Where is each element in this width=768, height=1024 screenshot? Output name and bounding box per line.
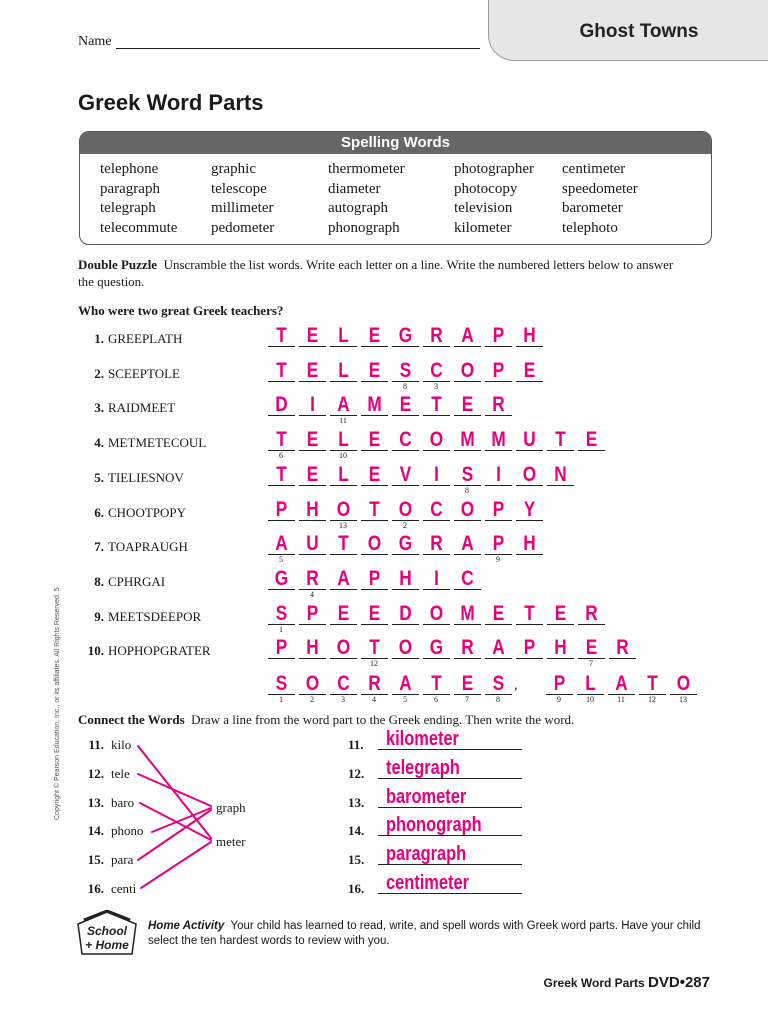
handwritten-letter: R [430, 324, 443, 347]
spelling-word: telephone [100, 161, 159, 177]
word-part-text: para [111, 852, 134, 868]
answer-letter-number: 2 [310, 695, 314, 704]
handwritten-letter: L [338, 462, 349, 486]
handwritten-letter: O [398, 636, 413, 660]
answer-number: 13. [348, 794, 365, 810]
handwritten-letter: T [369, 636, 380, 660]
handwritten-letter: G [398, 532, 413, 556]
answer-letter-number: 11 [617, 695, 625, 704]
puzzle-question: Who were two great Greek teachers? [78, 303, 284, 318]
handwritten-letter: N [554, 462, 567, 486]
answer-letter-number: 6 [434, 695, 438, 704]
handwritten-answer: barometer [386, 785, 467, 808]
handwritten-letter: E [337, 601, 350, 625]
handwritten-letter: O [305, 672, 320, 695]
spelling-word: thermometer [328, 161, 405, 177]
handwritten-letter: T [369, 497, 380, 521]
handwritten-letter: S [461, 462, 474, 486]
double-puzzle-label: Double Puzzle [78, 257, 158, 272]
handwritten-letter: U [523, 428, 536, 452]
answer-letter-number: 9 [557, 695, 561, 704]
word-part-text: baro [111, 794, 135, 810]
handwritten-letter: H [306, 497, 319, 521]
scrambled-word: CPHRGAI [108, 573, 166, 589]
word-part-number: 11. [88, 737, 104, 752]
spelling-word: telephoto [562, 219, 618, 236]
spelling-word: pedometer [211, 219, 275, 236]
handwritten-letter: P [553, 672, 566, 695]
greek-ending: graph [216, 800, 246, 815]
handwritten-letter: L [338, 428, 349, 452]
letter-index: 11 [339, 416, 347, 426]
handwritten-letter: P [523, 636, 536, 660]
handwritten-answer: telegraph [386, 756, 460, 779]
footer-page-number: DVD•287 [648, 974, 710, 991]
unit-title: Ghost Towns [579, 21, 699, 42]
answer-number: 15. [348, 852, 365, 868]
letter-index: 9 [496, 555, 500, 565]
handwritten-letter: A [337, 566, 350, 590]
handwritten-letter: M [460, 601, 475, 625]
school-home-logo [74, 910, 140, 956]
handwritten-letter: T [555, 428, 566, 452]
handwritten-letter: T [431, 393, 442, 417]
handwritten-letter: E [399, 393, 412, 417]
puzzle-item-number: 7. [94, 539, 104, 555]
word-part-text: centi [111, 881, 137, 896]
home-activity-label: Home Activity [148, 920, 225, 932]
word-part-number: 14. [87, 823, 104, 839]
scrambled-word: TOAPRAUGH [108, 539, 188, 555]
handwritten-letter: A [337, 393, 350, 417]
handwritten-letter: U [306, 532, 319, 556]
handwritten-letter: E [492, 601, 505, 625]
handwritten-letter: S [275, 601, 288, 625]
letter-index: 8 [403, 381, 407, 391]
handwritten-letter: T [276, 358, 287, 382]
spelling-word: photocopy [454, 180, 518, 197]
spelling-words-heading: Spelling Words [80, 132, 711, 154]
handwritten-letter: E [554, 601, 567, 625]
home-activity-text: Your child has learned to read, write, and spell words with Greek word parts. Have your child select the ten hardest words to review with you. [148, 920, 701, 947]
scrambled-word: GREEPLATH [108, 331, 183, 346]
handwritten-letter: G [429, 636, 444, 660]
answer-letter-number: 13 [679, 695, 687, 704]
handwritten-letter: E [368, 462, 381, 486]
handwritten-letter: T [338, 532, 349, 556]
letter-index: 2 [403, 520, 407, 530]
spelling-word: television [454, 200, 513, 216]
handwritten-letter: I [434, 462, 439, 486]
word-part-number: 13. [87, 794, 104, 810]
handwritten-letter: G [274, 566, 289, 590]
word-part-text: phono [111, 823, 144, 839]
answer-separator: , [514, 678, 518, 693]
spelling-word: centimeter [562, 161, 626, 177]
handwritten-letter: S [275, 672, 288, 695]
handwritten-letter: T [524, 601, 535, 625]
handwritten-letter: C [337, 672, 350, 695]
double-puzzle-text: Unscramble the list words. Write each letter on a line. Write the numbered letters below to answer the question. [78, 257, 674, 289]
page-title: Greek Word Parts [78, 90, 264, 115]
handwritten-letter: E [368, 358, 381, 382]
spelling-word: autograph [328, 200, 388, 216]
line-tele-graph [138, 774, 211, 806]
scrambled-word: TIELIESNOV [108, 469, 184, 485]
handwritten-letter: C [430, 497, 443, 521]
answer-letter-number: 10 [586, 695, 594, 704]
handwritten-letter: G [398, 324, 413, 347]
letter-index: 12 [370, 659, 378, 669]
handwritten-letter: E [306, 358, 319, 382]
spelling-word: kilometer [454, 219, 512, 236]
handwritten-letter: T [431, 672, 442, 695]
handwritten-letter: C [461, 566, 474, 590]
handwritten-letter: T [276, 428, 287, 452]
handwritten-letter: R [616, 636, 629, 660]
footer-title: Greek Word Parts [543, 976, 645, 990]
handwritten-letter: R [492, 393, 505, 417]
handwritten-letter: P [306, 601, 319, 625]
handwritten-letter: I [310, 393, 315, 417]
handwritten-answer: phonograph [386, 814, 482, 837]
handwritten-letter: H [523, 532, 536, 556]
scrambled-word: MEETSDEEPOR [108, 608, 202, 624]
handwritten-letter: P [492, 324, 505, 347]
puzzle-item-number: 9. [94, 608, 104, 624]
handwritten-letter: O [676, 672, 691, 695]
handwritten-letter: E [585, 636, 598, 660]
puzzle-item-number: 2. [94, 365, 104, 381]
spelling-word: phonograph [328, 219, 400, 236]
handwritten-letter: E [523, 358, 536, 382]
handwritten-letter: O [336, 497, 351, 521]
handwritten-letter: R [461, 636, 474, 660]
handwritten-letter: L [585, 672, 596, 695]
spelling-word: barometer [562, 200, 623, 216]
word-part-text: kilo [111, 737, 132, 752]
logo-home-text: + Home [85, 938, 129, 952]
handwritten-letter: V [399, 462, 412, 486]
answer-number: 11. [348, 737, 364, 752]
letter-index: 4 [310, 589, 314, 599]
logo-school-text: School [86, 924, 128, 938]
handwritten-letter: L [338, 358, 349, 382]
handwritten-answer: centimeter [386, 872, 469, 894]
spelling-word: telegraph [100, 200, 156, 216]
connect-label: Connect the Words [78, 712, 185, 727]
handwritten-answer: paragraph [386, 843, 467, 866]
line-kilo-meter [138, 746, 211, 838]
answer-letter-number: 1 [279, 695, 283, 704]
answer-letter-number: 8 [496, 695, 500, 704]
handwritten-letter: R [306, 566, 319, 590]
handwritten-letter: L [338, 324, 349, 347]
answer-number: 12. [348, 765, 365, 781]
handwritten-letter: A [492, 636, 505, 660]
handwritten-letter: A [461, 532, 474, 556]
handwritten-letter: H [554, 636, 567, 660]
handwritten-letter: E [368, 428, 381, 452]
answer-number: 16. [348, 881, 365, 896]
answer-letter-number: 3 [341, 695, 345, 704]
handwritten-letter: D [399, 601, 412, 625]
puzzle-item-number: 1. [94, 331, 104, 346]
word-part-number: 16. [87, 881, 104, 896]
answer-number: 14. [348, 823, 365, 839]
handwritten-letter: O [398, 497, 413, 521]
handwritten-letter: A [615, 672, 628, 695]
handwritten-letter: O [460, 358, 475, 382]
handwritten-letter: R [430, 532, 443, 556]
handwritten-letter: E [585, 428, 598, 452]
handwritten-letter: O [429, 428, 444, 452]
spelling-word: telecommute [100, 219, 178, 236]
name-label: Name [78, 34, 112, 49]
handwritten-letter: R [585, 601, 598, 625]
greek-ending: meter [216, 834, 246, 849]
spelling-word: speedometer [562, 180, 638, 197]
handwritten-letter: C [430, 358, 443, 382]
spelling-word: millimeter [211, 200, 274, 216]
handwritten-letter: M [367, 393, 382, 417]
letter-index: 5 [279, 555, 283, 565]
letter-index: 1 [279, 624, 283, 634]
copyright-notice: Copyright © Pearson Education, Inc., or its affiliates. All Rights Reserved. 5 [54, 587, 61, 820]
handwritten-letter: Y [523, 497, 536, 521]
handwritten-letter: A [275, 532, 288, 556]
connect-text: Draw a line from the word part to the Greek ending. Then write the word. [191, 712, 575, 727]
page-footer [544, 974, 710, 991]
handwritten-letter: C [399, 428, 412, 452]
handwritten-letter: E [306, 462, 319, 486]
spelling-word: photographer [454, 161, 534, 177]
word-part-number: 15. [87, 852, 104, 868]
handwritten-letter: T [276, 462, 287, 486]
scrambled-word: METMETECOUL [108, 435, 207, 451]
scrambled-word: SCEEPTOLE [108, 365, 180, 381]
handwritten-letter: M [460, 428, 475, 452]
line-centi-meter [141, 842, 211, 888]
letter-index: 13 [339, 520, 347, 530]
handwritten-letter: P [368, 566, 381, 590]
home-activity [148, 919, 708, 949]
handwritten-letter: E [368, 324, 381, 347]
answer-letter-number: 4 [372, 695, 376, 704]
handwritten-letter: O [429, 601, 444, 625]
handwritten-letter: H [523, 324, 536, 347]
scrambled-word: RAIDMEET [108, 400, 176, 416]
handwritten-letter: P [492, 358, 505, 382]
puzzle-item-number: 3. [94, 400, 104, 416]
scrambled-word: HOPHOPGRATER [108, 643, 211, 659]
spelling-word: paragraph [100, 180, 160, 197]
handwritten-letter: R [368, 672, 381, 695]
handwritten-letter: D [275, 393, 288, 417]
handwritten-letter: O [367, 532, 382, 556]
handwritten-letter: P [275, 636, 288, 660]
letter-index: 6 [279, 451, 283, 461]
handwritten-letter: A [461, 324, 474, 347]
letter-index: 3 [434, 381, 438, 391]
handwritten-letter: E [306, 324, 319, 347]
handwritten-letter: P [275, 497, 288, 521]
answer-letter-number: 5 [403, 695, 407, 704]
handwritten-letter: T [647, 672, 658, 695]
handwritten-letter: H [306, 636, 319, 660]
scrambled-word: CHOOTPOPY [108, 504, 187, 520]
handwritten-letter: S [399, 358, 412, 382]
answer-letter-number: 12 [648, 695, 656, 704]
puzzle-item-number: 4. [94, 435, 104, 451]
handwritten-letter: T [276, 324, 287, 347]
spelling-word: graphic [211, 161, 256, 177]
puzzle-item-number: 5. [94, 469, 104, 485]
handwritten-letter: O [522, 462, 537, 486]
handwritten-letter: E [368, 601, 381, 625]
word-part-text: tele [111, 765, 130, 781]
puzzle-item-number: 6. [94, 504, 104, 520]
spelling-word: diameter [328, 180, 381, 197]
handwritten-letter: O [460, 497, 475, 521]
answer-letter-number: 7 [465, 695, 469, 704]
letter-index: 8 [465, 485, 469, 495]
handwritten-letter: O [336, 636, 351, 660]
spelling-word: telescope [211, 180, 267, 197]
handwritten-letter: A [399, 672, 412, 695]
handwritten-letter: M [491, 428, 506, 452]
puzzle-item-number: 10. [87, 643, 104, 659]
handwritten-letter: E [461, 393, 474, 417]
handwritten-letter: P [492, 497, 505, 521]
handwritten-letter: P [492, 532, 505, 556]
puzzle-item-number: 8. [94, 573, 104, 589]
handwritten-letter: E [306, 428, 319, 452]
handwritten-letter: S [492, 672, 505, 695]
handwritten-letter: H [399, 566, 412, 590]
word-part-number: 12. [87, 765, 104, 781]
letter-index: 7 [589, 659, 593, 669]
handwritten-answer: kilometer [386, 728, 459, 750]
handwritten-letter: I [434, 566, 439, 590]
letter-index: 10 [339, 451, 347, 461]
handwritten-letter: E [461, 672, 474, 695]
handwritten-letter: I [496, 462, 501, 486]
